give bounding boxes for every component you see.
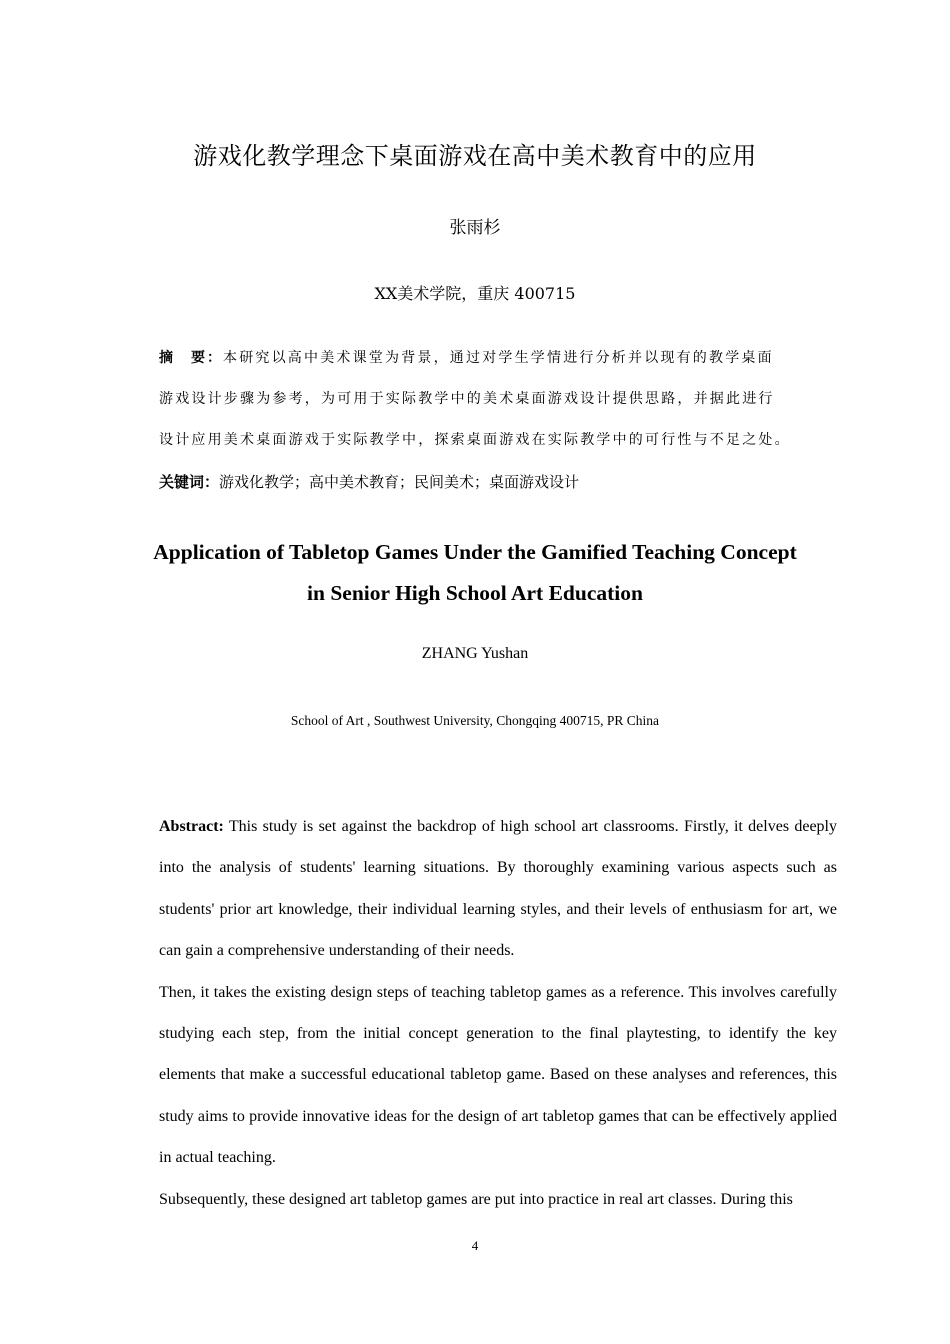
chinese-keywords — [159, 471, 579, 492]
page-number: 4 — [471, 1238, 479, 1253]
chinese-keywords-text: 游戏化教学；高中美术教育；民间美术；桌面游戏设计 — [219, 473, 580, 491]
english-author: ZHANG Yushan — [421, 645, 529, 662]
english-title-line: Application of Tabletop Games Under the Gamified Teaching Concept — [153, 540, 797, 564]
chinese-author: 张雨杉 — [449, 218, 501, 238]
english-title-line: in Senior High School Art Education — [307, 581, 643, 605]
english-abstract-text: This study is set against the backdrop of high school art classrooms. Firstly, it delves deeply into the analysis of students' learning situations. By thoroughly examining various aspects such as students' prior art knowledge, their individual learning styles, and their levels of enthusiasm for art, we can gain a comprehensive understanding of their needs. — [159, 818, 837, 960]
chinese-abstract-line: 游戏设计步骤为参考，为可用于实际教学中的美术桌面游戏设计提供思路，并据此进行 — [159, 391, 775, 407]
english-abstract-label: Abstract: — [159, 818, 224, 835]
chinese-abstract-text: 本研究以高中美术课堂为背景，通过对学生学情进行分析并以现有的教学桌面 — [223, 350, 774, 366]
english-abstract-paragraph: Subsequently, these designed art tabletop games are put into practice in real art classes. During this — [159, 1190, 793, 1208]
chinese-abstract-label: 摘 要： — [159, 350, 223, 366]
chinese-abstract-line: 设计应用美术桌面游戏于实际教学中，探索桌面游戏在实际教学中的可行性与不足之处。 — [159, 432, 791, 448]
english-abstract — [159, 806, 837, 1220]
chinese-title: 游戏化教学理念下桌面游戏在高中美术教育中的应用 — [193, 142, 757, 170]
english-abstract-paragraph — [159, 806, 837, 972]
chinese-abstract-line — [159, 347, 774, 367]
chinese-keywords-label: 关键词： — [159, 473, 220, 491]
english-title — [0, 532, 950, 614]
english-affiliation: School of Art , Southwest University, Chongqing 400715, PR China — [290, 713, 660, 728]
english-abstract-paragraph: Then, it takes the existing design steps of teaching tabletop games as a reference. This involves carefully studying each step, from the initial concept generation to the final playtesting, to identify the key elements that make a successful educational tabletop game. Based on these analyses and references, this study aims to provide innovative ideas for the design of art tabletop games that can be effectively applied in actual teaching. — [159, 983, 837, 1167]
chinese-affiliation: XX美术学院，重庆 400715 — [374, 284, 576, 303]
